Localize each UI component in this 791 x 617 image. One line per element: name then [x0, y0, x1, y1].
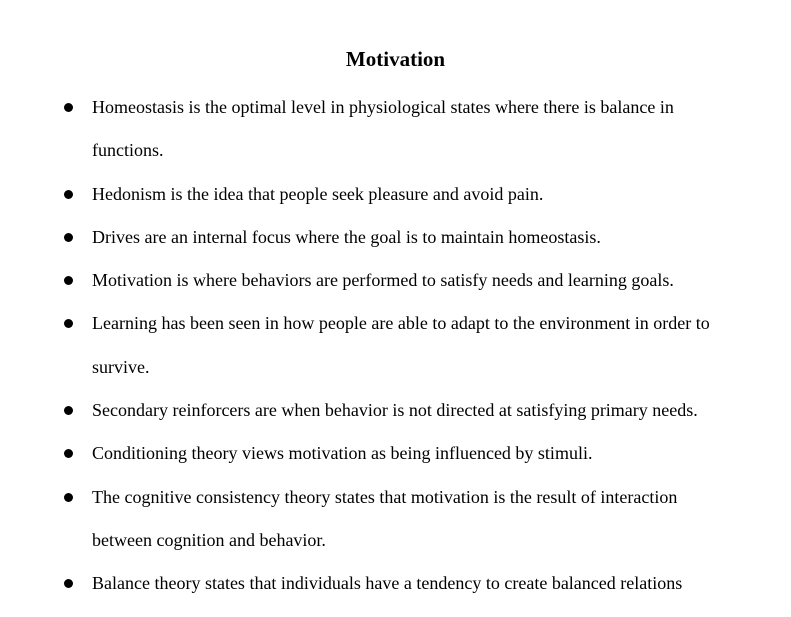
- list-item-line: between cognition and behavior.: [92, 529, 326, 550]
- list-item-line: functions.: [92, 140, 164, 161]
- bullet-icon: [64, 233, 73, 242]
- list-item: [0, 476, 791, 563]
- list-item-line: survive.: [92, 356, 150, 377]
- document-title: Motivation: [345, 47, 446, 71]
- bullet-list: [0, 86, 791, 606]
- list-item-line: Secondary reinforcers are when behavior is not directed at satisfying primary needs.: [92, 400, 698, 421]
- bullet-icon: [64, 103, 73, 112]
- list-item: [0, 432, 791, 475]
- list-item: [0, 562, 791, 605]
- list-item-line: Motivation is where behaviors are performed to satisfy needs and learning goals.: [92, 270, 674, 291]
- list-item: [0, 173, 791, 216]
- bullet-icon: [64, 319, 73, 328]
- list-item-line: The cognitive consistency theory states that motivation is the result of interaction: [92, 486, 678, 507]
- bullet-icon: [64, 493, 73, 502]
- list-item: [0, 389, 791, 432]
- list-item-line: Drives are an internal focus where the goal is to maintain homeostasis.: [92, 226, 601, 247]
- bullet-icon: [64, 449, 73, 458]
- list-item: [0, 86, 791, 173]
- bullet-icon: [64, 406, 73, 415]
- list-item-line: Learning has been seen in how people are able to adapt to the environment in order to: [92, 313, 710, 334]
- list-item: [0, 259, 791, 302]
- bullet-icon: [64, 579, 73, 588]
- list-item: [0, 216, 791, 259]
- list-item-line: Conditioning theory views motivation as being influenced by stimuli.: [92, 443, 593, 464]
- list-item: [0, 302, 791, 389]
- list-item-line: Balance theory states that individuals have a tendency to create balanced relations: [92, 573, 683, 594]
- bullet-icon: [64, 190, 73, 199]
- list-item-line: Hedonism is the idea that people seek pleasure and avoid pain.: [92, 183, 544, 204]
- list-item-line: Homeostasis is the optimal level in physiological states where there is balance in: [92, 97, 674, 117]
- bullet-icon: [64, 276, 73, 285]
